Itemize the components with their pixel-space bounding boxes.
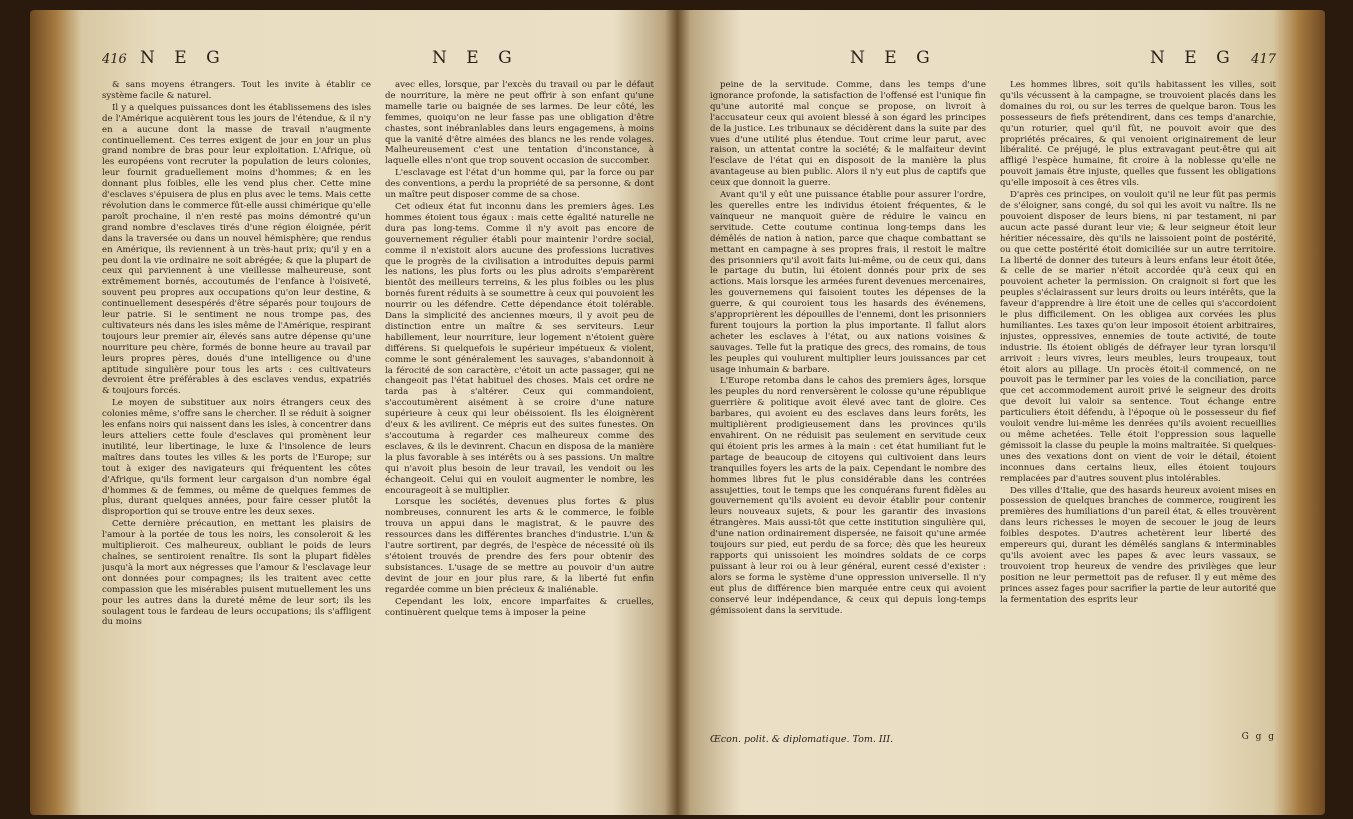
footer-title: Œcon. polit. & diplomatique. Tom. III. bbox=[710, 734, 894, 745]
left-page bbox=[102, 46, 654, 752]
paragraph: Lorsque les sociétés, devenues plus fortes & plus nombreuses, connurent les arts & le commerce, le foible trouva un appui dans le magistrat, & le pauvre des ressources dans les différentes branches d'industrie. L'un & l'autre sortirent, par degrés, de l'espèce de nécessité où ils s'étoient trouvés de prendre des fers pour obtenir des subsistances. L'usage de se mettre au pouvoir d'un autre devint de jour en jour plus rare, & la liberté fut enfin regardée comme un bien précieux & inaliénable. bbox=[385, 497, 654, 595]
right-headword-1: N E G bbox=[850, 48, 937, 68]
paragraph: Cette dernière précaution, en mettant les plaisirs de l'amour à la portée de tous les noirs, les consoleroit & les multiplieroit. Ces malheureux, oubliant le poids de leurs chaînes, se sentiroient renaître. Ils sont la plupart fidèles jusqu'à la mort aux négresses que l'amour & l'esclavage leur ont données pour compagnes; ils les traitent avec cette compassion que les misérables puisent mutuellement les uns pour les autres dans la dureté même de leur sort; ils les soulagent tous le fardeau de leurs occupations; ils s'affligent du moins bbox=[102, 519, 371, 628]
left-headword-2: N E G bbox=[432, 48, 519, 68]
paragraph: Avant qu'il y eût une puissance établie pour assurer l'ordre, les querelles entre les individus étoient fréquentes, & le vainqueur ne manquoit guère de réduire le vaincu en servitude. Cette coutume continua long-temps dans les démêlés de nation à nation, parce que chaque combattant se mettant en campagne à ses propres frais, il restoit le maître des prisonniers qu'il avoit faits lui-même, ou de ceux qui, dans le partage du butin, lui étoient donnés pour prix de ses actions. Mais lorsque les armées furent devenues mercenaires, les gouvernemens qui faisoient toutes les dépenses de la guerre, & qui couroient tous les hasards des événemens, s'approprièrent les dépouilles de l'ennemi, dont les prisonniers furent toujours la portion la plus importante. Il fallut alors acheter les esclaves à l'état, ou aux nations voisines & sauvages. Telle fut la pratique des grecs, des romains, de tous les peuples qui voulurent multiplier leurs jouissances par cet usage inhumain & barbare. bbox=[710, 190, 986, 375]
right-page bbox=[710, 46, 1276, 745]
paragraph: Il y a quelques puissances dont les établissemens des isles de l'Amérique acquièrent tous les jours de l'étendue, & il n'y en a aucune dont la masse de travail n'augmente continuellement. Ces terres exigent de jour en jour un plus grand nombre de bras pour leur exploitation. L'Afrique, où les européens vont recruter la population de leurs colonies, leur fournit graduellement moins d'hommes; & en les donnant plus foibles, elle les vend plus cher. Cette mine d'esclaves s'épuisera de plus en plus avec le tems. Mais cette révolution dans le commerce fût-elle aussi chimérique qu'elle paroît prochaine, il n'en resté pas moins démontré qu'un grand nombre d'esclaves tirés d'une région éloignée, périt dans la traversée ou dans un nouvel hémisphère; que rendus en Amérique, ils reviennent à un très-haut prix; qu'il y en a peu dont la vie ordinaire ne soit abrégée; & que la plupart de ceux qui parviennent à une vieillesse malheureuse, sont extrêmement bornés, accoutumés de l'enfance à l'oisiveté, souvent peu propres aux occupations qu'on leur destine, & continuellement desespérés d'être séparés pour toujours de leur patrie. Si le sentiment ne nous trompe pas, des cultivateurs nés dans les isles même de l'Amérique, respirant toujours leur premier air, élevés sans autre dépense qu'une nourriture peu chère, formés de bonne heure au travail par leurs propres pères, doués d'une intelligence ou d'une aptitude singulière pour tous les arts : ces cultivateurs devroient être préférables à des esclaves vendus, expatriés & toujours forcés. bbox=[102, 102, 371, 397]
paragraph: & sans moyens étrangers. Tout les invite à établir ce système facile & naturel. bbox=[102, 80, 371, 101]
open-book bbox=[30, 10, 1325, 815]
left-column-2 bbox=[385, 80, 654, 752]
paragraph: Le moyen de substituer aux noirs étrangers ceux des colonies même, s'offre sans le chercher. Il se réduit à soigner les enfans noirs qui naissent dans les isles, à concentrer dans leurs atteliers cette foule d'esclaves qui promènent leur inutilité, leur libertinage, le luxe & l'insolence de leurs maîtres dans toutes les villes & les ports de l'Europe; sur tout à exiger des navigateurs qui fréquentent les côtes d'Afrique, qu'ils forment leur cargaison d'un nombre égal d'hommes & de femmes, ou même de quelques femmes de plus, durant quelques années, pour faire cesser plutôt la disproportion qui se trouve entre les deux sexes. bbox=[102, 398, 371, 518]
paragraph: Cependant les loix, encore imparfaites & cruelles, continuèrent quelque tems à imposer la peine bbox=[385, 596, 654, 618]
left-headword-1: N E G bbox=[140, 48, 227, 68]
right-headword-2: N E G bbox=[1150, 48, 1237, 68]
paragraph: Les hommes libres, soit qu'ils habitassent les villes, soit qu'ils vécussent à la campagne, se trouvoient placés dans les domaines du roi, ou sur les terres de quelque baron. Tous les possesseurs de fiefs prétendirent, dans ces temps d'anarchie, qu'un roturier, quel qu'il fût, ne pouvoit avoir que des propriétés précaires, & qui venoient originairement de leur libéralité. Ce préjugé, le plus extravagant peut-être qui ait affligé l'espèce humaine, fit croire à la noblesse qu'elle ne pouvoit jamais être injuste, quelles que fussent les obligations qu'elle imposoit à ces êtres vils. bbox=[1000, 80, 1276, 189]
left-page-header bbox=[102, 46, 654, 74]
left-page-number: 416 bbox=[102, 52, 127, 67]
paragraph: L'Europe retomba dans le cahos des premiers âges, lorsque les peuples du nord renversèrent le colosse qu'une république guerrière & politique avoit élevé avec tant de gloire. Ces barbares, qui avoient eu des esclaves dans leurs forêts, les multiplièrent prodigieusement dans les provinces qu'ils envahirent. On ne réduisit pas seulement en servitude ceux qui étoient pris les armes à la main : cet état humiliant fut le partage de beaucoup de citoyens qui cultivoient dans leurs tranquilles foyers les arts de la paix. Cependant le nombre des hommes libres fut le plus considérable dans les contrées assujetties, tout le temps que les conquérans furent fidèles au gouvernement qu'ils avoient eu devoir établir pour contenir leurs nouveaux sujets, & pour les garantir des invasions étrangères. Mais aussi-tôt que cette institution singulière qui, d'une nation ordinairement dispersée, ne faisoit qu'une armée toujours sur pied, eut perdu de sa force; dès que les heureux rapports qui unissoient les moindres soldats de ce corps puissant à leur roi ou à leur général, eurent cessé d'exister : alors se forma le système d'une oppression universelle. Il n'y eut plus de différence bien marquée entre ceux qui avoient conservé leur indépendance, & ceux qui depuis long-temps gémissoient dans la servitude. bbox=[710, 376, 986, 616]
signature-mark: G g g bbox=[1241, 732, 1276, 742]
right-page-number: 417 bbox=[1251, 52, 1276, 67]
right-column-1 bbox=[710, 80, 986, 730]
paragraph: avec elles, lorsque, par l'excès du travail ou par le défaut de nourriture, la mère ne peut offrir à son enfant qu'une mamelle tarie ou baignée de ses larmes. De leur côté, les femmes, quoiqu'on ne leur fasse pas une obligation d'être chastes, sont inébranlables dans leurs engagemens, à moins que la vanité d'être aimées des blancs ne les rende volages. Malheureusement c'est une tentation d'inconstance, à laquelle elles n'ont que trop souvent occasion de succomber. bbox=[385, 80, 654, 167]
paragraph: peine de la servitude. Comme, dans les temps d'une ignorance profonde, la satisfaction de l'offensé est l'unique fin qu'une autorité mal conçue se propose, on livroit à l'accusateur ceux qui avoient blessé à son égard les principes de la justice. Les tribunaux se décidèrent dans la suite par des vues d'une utilité plus étendue. Tout crime leur parut, avec raison, un attentat contre la société; & le malfaiteur devint l'esclave de l'état qui en disposoit de la manière la plus avantageuse au bien public. Alors il n'y eut plus de captifs que ceux que donnoit la guerre. bbox=[710, 80, 986, 189]
paragraph: Cet odieux état fut inconnu dans les premiers âges. Les hommes étoient tous égaux : mais cette égalité naturelle ne dura pas long-tems. Comme il n'y avoit pas encore de gouvernement régulier établi pour maintenir l'ordre social, comme il n'existoit alors aucune des professions lucratives que le progrès de la civilisation a introduites depuis parmi les nations, les plus forts ou les plus adroits s'emparèrent bientôt des meilleurs terreins, & les plus foibles ou les plus bornés furent réduits à se soumettre à ceux qui pouvoient les nourrir ou les défendre. Cette dépendance étoit tolérable. Dans la simplicité des anciennes mœurs, il y avoit peu de distinction entre un maître & ses serviteurs. Leur habillement, leur nourriture, leur logement n'étoient guère différens. Si quelquefois le supérieur impétueux & violent, comme le sont généralement les sauvages, s'abandonnoit à la férocité de son caractère, c'étoit un acte passager, qui ne changeoit pas l'état habituel des choses. Mais cet ordre ne tarda pas à s'altérer. Ceux qui commandoient, s'accoutumèrent aisément à se croire d'une nature supérieure à ceux qui leur obéissoient. Ils les éloignèrent d'eux & les avilirent. Ce mépris eut des suites funestes. On s'accoutuma à regarder ces malheureux comme des esclaves, & ils le devinrent. Chacun en disposa de la manière la plus favorable à ses intérêts ou à ses passions. Un maître qui n'avoit plus besoin de leur travail, les vendoit ou les échangeoit. Celui qui en vouloit augmenter le nombre, les encourageoit à se multiplier. bbox=[385, 201, 654, 496]
paragraph: D'après ces principes, on vouloit qu'il ne leur fût pas permis de s'éloigner, sans congé, du sol qui les avoit vu naître. Ils ne pouvoient disposer de leurs biens, ni par testament, ni par aucun acte passé durant leur vie; & leur seigneur étoit leur héritier nécessaire, dès qu'ils ne laissoient point de postérité, ou que cette postérité étoit domiciliée sur un autre territoire. La liberté de donner des tuteurs à leurs enfans leur étoit ôtée, & celle de se marier n'étoit accordée qu'à ceux qui en pouvoient acheter la permission. On craignoit si fort que les peuples s'éclairassent sur leurs droits ou leurs intérêts, que la faveur d'apprendre à lire étoit une de celles qui s'accordoient le plus difficilement. On les obligea aux corvées les plus humiliantes. Les taxes qu'on leur imposoit étoient arbitraires, injustes, oppressives, ennemies de toute activité, de toute industrie. Ils étoient obligés de défrayer leur tyran lorsqu'il arrivoit : leurs vivres, leurs meubles, leurs troupeaux, tout étoit alors au pillage. Un procès étoit-il commencé, on ne pouvoit pas le terminer par les voies de la conciliation, parce que cet accommodement auroit privé le seigneur des droits que devoit lui valoir sa sentence. Tout échange entre particuliers étoit défendu, à l'époque où le possesseur du fief vouloit vendre lui-même les denrées qu'ils avoient recueillies ou même achetées. Telle étoit l'oppression sous laquelle gémissoit la classe du peuple la moins maltraitée. Si quelques-unes des vexations dont on vient de voir le détail, étoient inconnues dans certains lieux, elles étoient toujours remplacées par d'autres souvent plus intolérables. bbox=[1000, 190, 1276, 484]
paragraph: L'esclavage est l'état d'un homme qui, par la force ou par des conventions, a perdu la propriété de sa personne, & dont un maître peut disposer comme de sa chose. bbox=[385, 168, 654, 201]
right-column-2 bbox=[1000, 80, 1276, 730]
right-page-header bbox=[710, 46, 1276, 74]
left-column-1 bbox=[102, 80, 371, 752]
paragraph: Des villes d'Italie, que des hasards heureux avoient mises en possession de quelques branches de commerce, rougirent les premières des humiliations d'un pareil état, & elles trouvèrent dans leurs richesses le moyen de secouer le joug de leurs foibles despotes. D'autres achetèrent leur liberté des empereurs qui, durant les démêlés sanglans & interminables qu'ils avoient avec les papes & avec leurs vassaux, se trouvoient trop heureux de vendre des privilèges que leur position ne leur permettoit pas de refuser. Il y eut même des princes assez fages pour sacrifier la partie de leur autorité que la fermentation des esprits leur bbox=[1000, 485, 1276, 605]
